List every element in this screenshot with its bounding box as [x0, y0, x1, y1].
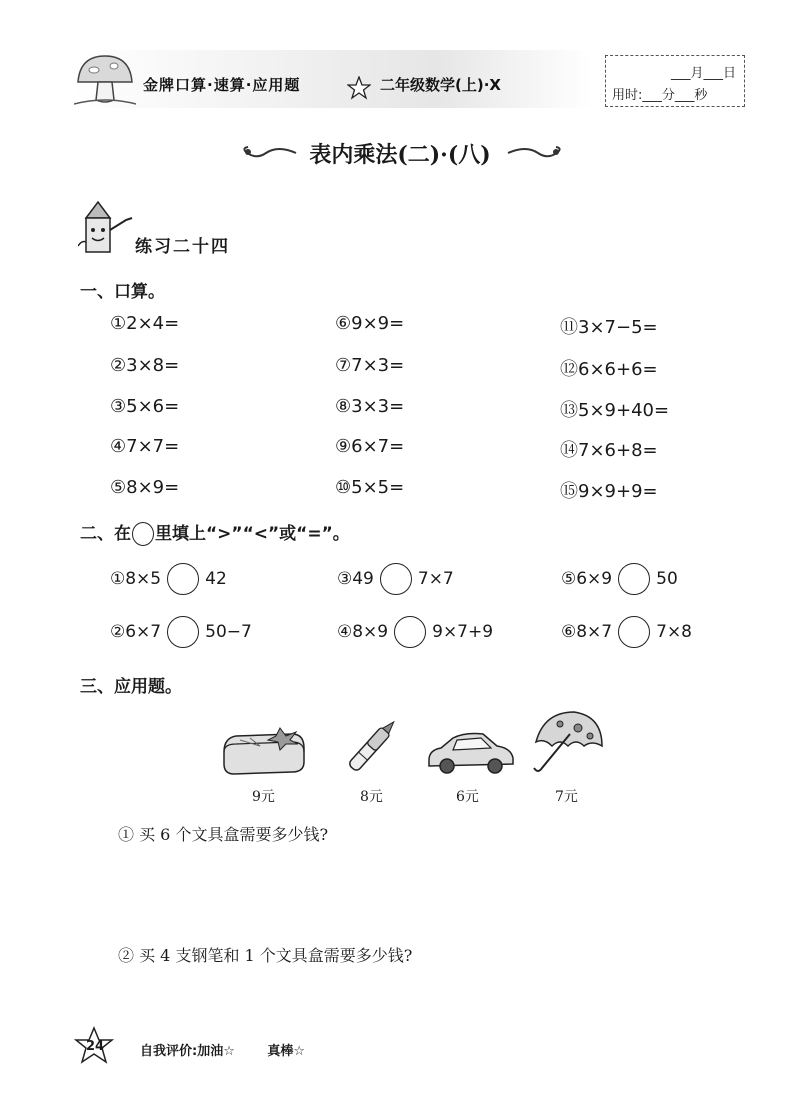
- compare-right: 7×8: [656, 622, 693, 642]
- series-title: 金牌口算·速算·应用题: [143, 76, 301, 94]
- calc-item: ⑮9×9+9=: [560, 481, 658, 502]
- calc-item: ①2×4=: [110, 313, 180, 334]
- question-2: ② 买 4 支钢笔和 1 个文具盒需要多少钱?: [118, 946, 413, 965]
- section1-heading: 一、口算。: [80, 282, 165, 302]
- time-line: 用时:___分___秒: [612, 88, 708, 103]
- pencil-mascot-icon: [78, 200, 136, 258]
- calc-item: ⑧3×3=: [335, 396, 405, 417]
- compare-right: 7×7: [417, 569, 454, 589]
- compare-right: 50: [656, 569, 678, 589]
- compare-item: [561, 563, 678, 595]
- price-label: 6元: [456, 789, 479, 805]
- section3-heading: 三、应用题。: [80, 677, 182, 697]
- calc-item: ⑥9×9=: [335, 313, 405, 334]
- answer-circle[interactable]: [167, 563, 199, 595]
- answer-circle[interactable]: [618, 616, 650, 648]
- pencil-case-icon: [220, 722, 306, 778]
- compare-left: ⑥8×7: [561, 622, 613, 642]
- section2-heading: [80, 519, 350, 546]
- page-number: 24: [86, 1039, 105, 1054]
- compare-left: ①8×5: [110, 569, 162, 589]
- compare-item: [337, 616, 493, 648]
- compare-item: [337, 563, 454, 595]
- answer-circle[interactable]: [618, 563, 650, 595]
- compare-item: [561, 616, 692, 648]
- compare-left: ②6×7: [110, 622, 162, 642]
- section2-heading-post: 里填上“>”“<”或“=”。: [155, 524, 350, 544]
- date-line: ___月___日: [670, 66, 736, 81]
- fountain-pen-icon: [338, 712, 408, 778]
- answer-circle-sample: [132, 522, 154, 546]
- mushroom-icon: [74, 52, 136, 108]
- calc-item: ⑬5×9+40=: [560, 400, 670, 421]
- practice-title: 练习二十四: [135, 237, 230, 257]
- price-label: 8元: [360, 789, 383, 805]
- calc-item: ⑫6×6+6=: [560, 359, 658, 380]
- self-evaluation: [140, 1040, 333, 1059]
- star-icon: [347, 76, 371, 100]
- calc-item: ⑨6×7=: [335, 436, 405, 457]
- compare-left: ④8×9: [337, 622, 389, 642]
- compare-item: [110, 616, 252, 648]
- umbrella-icon: [530, 706, 606, 778]
- section2-heading-pre: 二、在: [80, 524, 131, 544]
- calc-item: ③5×6=: [110, 396, 180, 417]
- question-1: ① 买 6 个文具盒需要多少钱?: [118, 825, 329, 844]
- compare-left: ⑤6×9: [561, 569, 613, 589]
- compare-right: 9×7+9: [432, 622, 494, 642]
- compare-right: 50−7: [205, 622, 252, 642]
- calc-item: ⑪3×7−5=: [560, 317, 658, 338]
- answer-circle[interactable]: [167, 616, 199, 648]
- compare-item: [110, 563, 227, 595]
- answer-circle[interactable]: [380, 563, 412, 595]
- compare-left: ③49: [337, 569, 374, 589]
- price-label: 9元: [252, 789, 275, 805]
- great-label: 真棒☆: [267, 1044, 306, 1059]
- flourish-right-icon: [506, 143, 566, 163]
- grade-title: 二年级数学(上)·X: [380, 76, 501, 94]
- calc-item: ②3×8=: [110, 355, 180, 376]
- calc-item: ④7×7=: [110, 436, 180, 457]
- answer-circle[interactable]: [394, 616, 426, 648]
- date-time-box: [605, 55, 745, 107]
- compare-right: 42: [205, 569, 227, 589]
- calc-item: ⑩5×5=: [335, 477, 405, 498]
- calc-item: ⑤8×9=: [110, 477, 180, 498]
- self-eval-label: 自我评价:加油☆: [140, 1044, 235, 1059]
- calc-item: ⑦7×3=: [335, 355, 405, 376]
- car-icon: [425, 726, 517, 776]
- calc-item: ⑭7×6+8=: [560, 440, 658, 461]
- price-label: 7元: [555, 789, 578, 805]
- chapter-title: 表内乘法(二)·(八): [309, 142, 491, 168]
